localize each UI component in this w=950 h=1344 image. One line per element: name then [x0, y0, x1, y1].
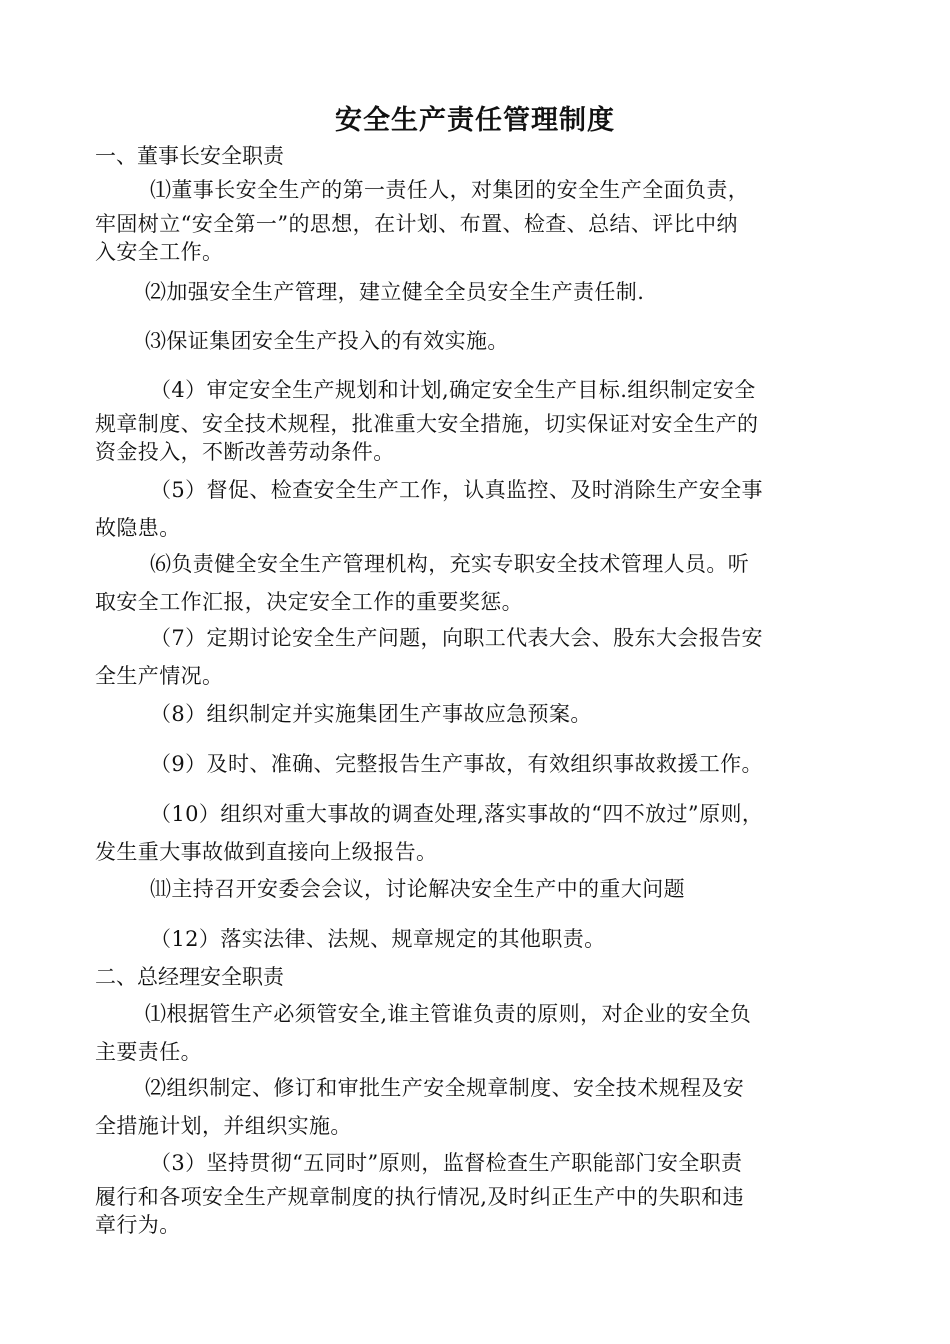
paragraph-line: （4）审定安全生产规划和计划,确定安全生产目标.组织制定安全 — [150, 378, 756, 402]
paragraph — [95, 750, 855, 778]
paragraph-line: （3）坚持贯彻“五同时”原则，监督检查生产职能部门安全职责 — [150, 1151, 743, 1175]
paragraph-line: （10）组织对重大事故的调查处理,落实事故的“四不放过”原则， — [150, 802, 764, 826]
paragraph-line: 取安全工作汇报，决定安全工作的重要奖惩。 — [95, 590, 523, 614]
paragraph — [95, 278, 855, 306]
paragraph-line: 规章制度、安全技术规程，批准重大安全措施，切实保证对安全生产的 — [95, 412, 759, 436]
paragraph-line: 发生重大事故做到直接向上级报告。 — [95, 840, 438, 864]
paragraph — [95, 476, 855, 542]
paragraph — [95, 1000, 855, 1066]
section-heading-chairman: 一、董事长安全职责 — [95, 144, 284, 168]
paragraph-line: 故隐患。 — [95, 516, 181, 540]
paragraph-line: ⑴根据管生产必须管安全,谁主管谁负责的原则，对企业的安全负 — [145, 1002, 752, 1026]
paragraph-line: （5）督促、检查安全生产工作，认真监控、及时消除生产安全事 — [150, 478, 763, 502]
paragraph-line: （7）定期讨论安全生产问题，向职工代表大会、股东大会报告安 — [150, 626, 763, 650]
paragraph — [95, 624, 855, 690]
paragraph-line: ⑵组织制定、修订和审批生产安全规章制度、安全技术规程及安 — [145, 1076, 745, 1100]
paragraph-line: 履行和各项安全生产规章制度的执行情况,及时纠正生产中的失职和违 — [95, 1185, 745, 1209]
paragraph-line: 牢固树立“安全第一”的思想，在计划、布置、检查、总结、评比中纳 — [95, 212, 738, 236]
paragraph — [95, 1149, 855, 1239]
paragraph-line: 入安全工作。 — [95, 240, 224, 264]
paragraph-line: 全措施计划，并组织实施。 — [95, 1114, 352, 1138]
paragraph — [95, 1074, 855, 1140]
paragraph-line: 章行为。 — [95, 1213, 181, 1237]
paragraph — [95, 176, 855, 266]
paragraph-line: 主要责任。 — [95, 1040, 202, 1064]
paragraph — [95, 925, 855, 953]
paragraph — [95, 327, 855, 355]
paragraph-line: （12）落实法律、法规、规章规定的其他职责。 — [150, 927, 606, 951]
document-title: 安全生产责任管理制度 — [335, 105, 615, 136]
paragraph-line: ⑶保证集团安全生产投入的有效实施。 — [145, 329, 509, 353]
paragraph-line: ⑹负责健全安全生产管理机构，充实专职安全技术管理人员。听 — [150, 552, 750, 576]
paragraph — [95, 700, 855, 728]
paragraph — [95, 875, 855, 903]
paragraph-line: 资金投入，不断改善劳动条件。 — [95, 440, 395, 464]
paragraph-line: （9）及时、准确、完整报告生产事故，有效组织事故救援工作。 — [150, 752, 763, 776]
paragraph — [95, 550, 855, 616]
paragraph-line: 全生产情况。 — [95, 664, 224, 688]
paragraph-line: （8）组织制定并实施集团生产事故应急预案。 — [150, 702, 592, 726]
paragraph-line: ⑵加强安全生产管理，建立健全全员安全生产责任制. — [145, 280, 645, 304]
paragraph — [95, 800, 855, 866]
section-heading-general-manager: 二、总经理安全职责 — [95, 965, 284, 989]
paragraph-line: ⑴董事长安全生产的第一责任人，对集团的安全生产全面负责， — [150, 178, 750, 202]
paragraph — [95, 376, 855, 466]
paragraph-line: ⑾主持召开安委会会议，讨论解决安全生产中的重大问题 — [150, 877, 685, 901]
